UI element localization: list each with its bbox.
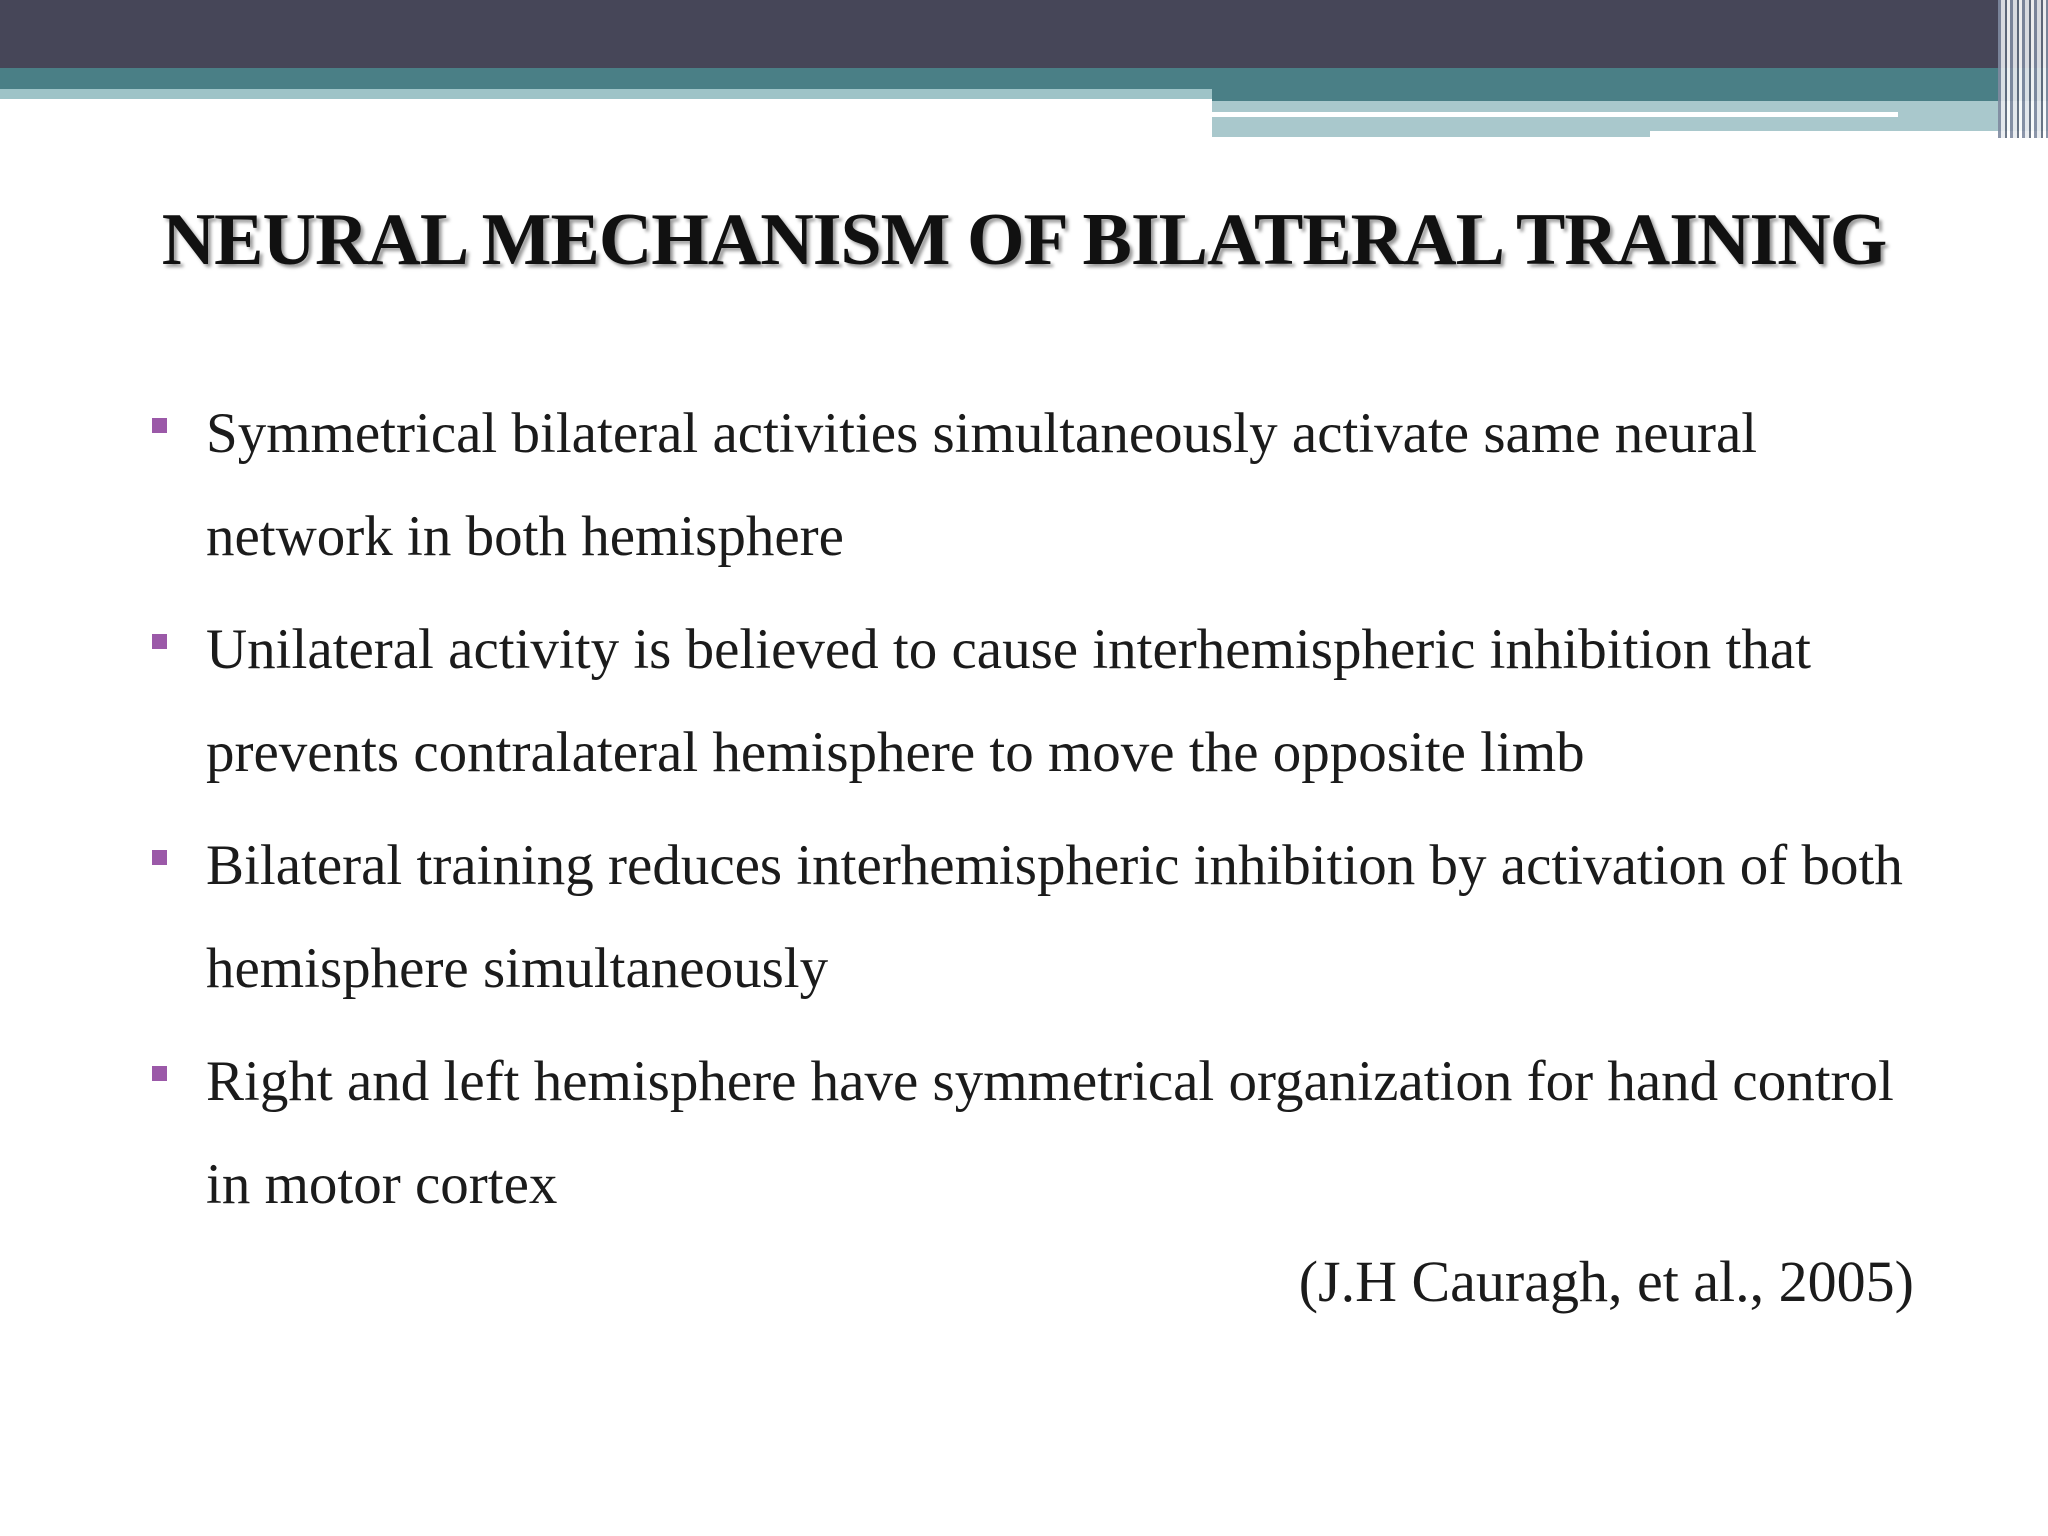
bullet-list <box>150 382 1930 1246</box>
bullet-item <box>150 598 1930 804</box>
header-band-step <box>1212 89 2048 101</box>
square-bullet-icon <box>152 418 167 433</box>
header-edge-stripes <box>1998 0 2048 138</box>
citation: (J.H Cauragh, et al., 2005) <box>1298 1249 1914 1314</box>
header-band-right-line <box>1212 112 1898 117</box>
square-bullet-icon <box>152 850 167 865</box>
slide-title: NEURAL MECHANISM OF BILATERAL TRAINING <box>161 199 1887 281</box>
bullet-text: Bilateral training reduces interhemispheric inhibition by activation of both hemisphere simultaneously <box>206 834 1903 1000</box>
header-band-dark <box>0 0 2048 68</box>
bullet-item <box>150 382 1930 588</box>
bullet-text: Symmetrical bilateral activities simultaneously activate same neural network in both hemisphere <box>206 402 1758 568</box>
bullet-item <box>150 814 1930 1020</box>
bullet-text: Unilateral activity is believed to cause interhemispheric inhibition that prevents contralateral hemisphere to move the opposite limb <box>206 618 1812 784</box>
header-band-teal <box>0 68 2048 89</box>
square-bullet-icon <box>152 1066 167 1081</box>
square-bullet-icon <box>152 634 167 649</box>
bullet-text: Right and left hemisphere have symmetrical organization for hand control in motor cortex <box>206 1050 1894 1216</box>
header-band-teal-light <box>0 89 1212 99</box>
bullet-item <box>150 1030 1930 1236</box>
header-band-right-line-2 <box>1650 131 2048 137</box>
